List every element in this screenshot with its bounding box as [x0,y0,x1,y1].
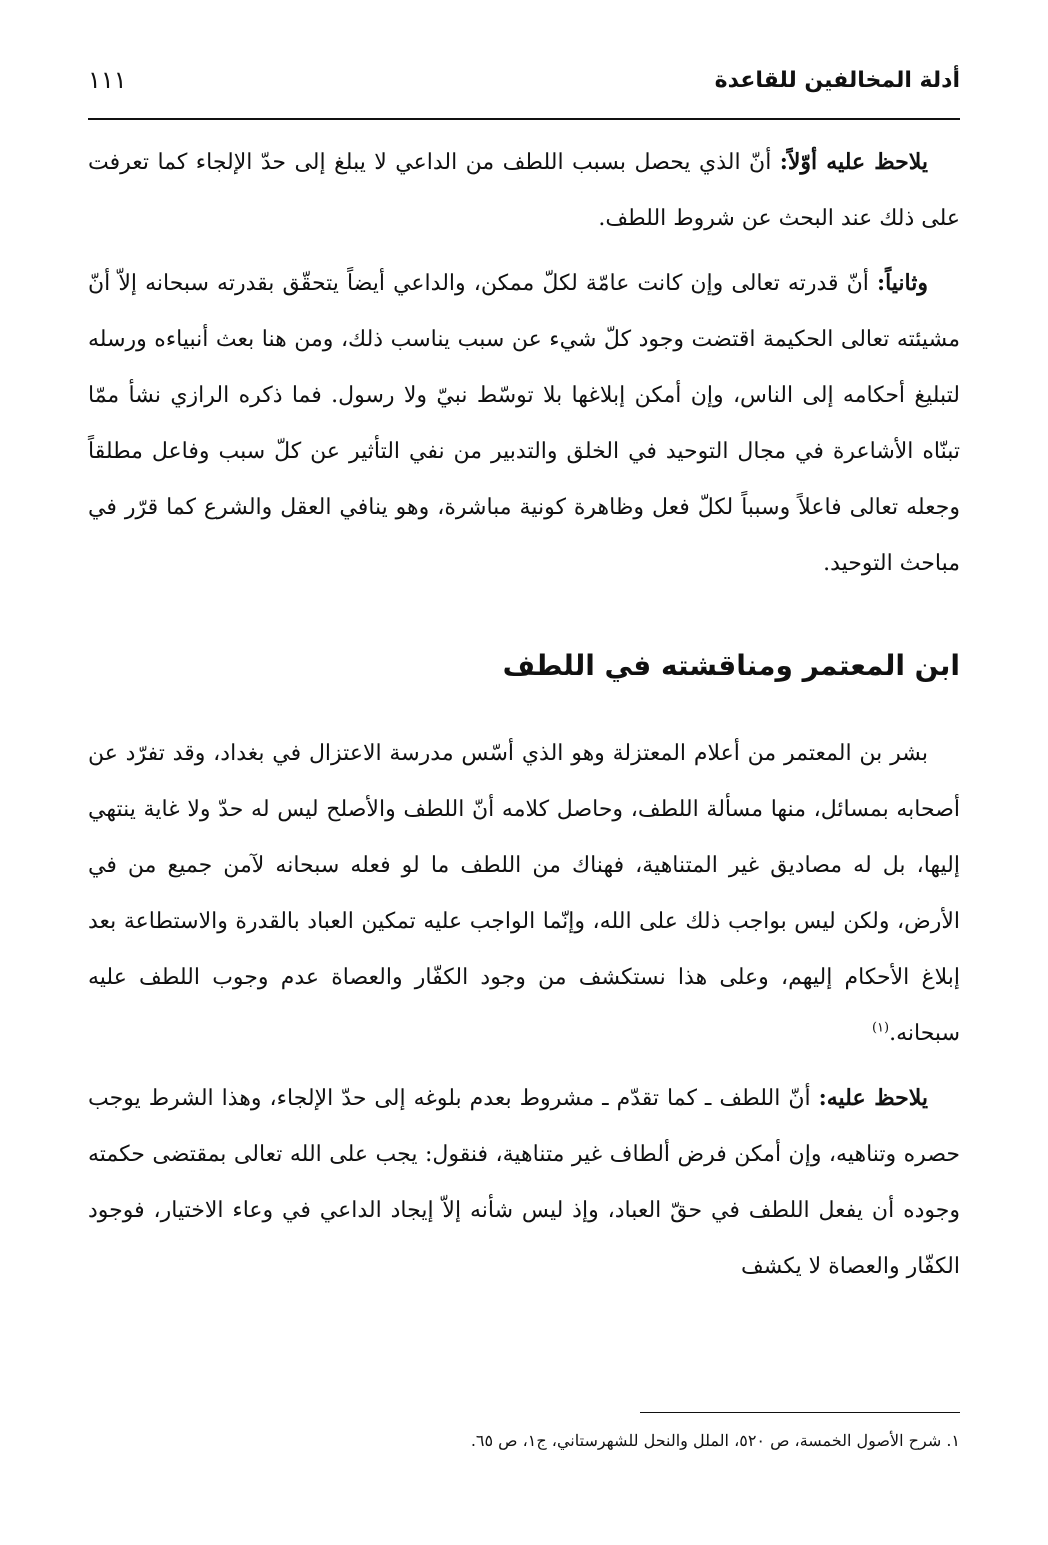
paragraph-critique [88,1070,960,1295]
paragraph-second-objection [88,255,960,592]
footnote-marker: (١) [871,1020,890,1036]
paragraph-text: أنّ اللطف ـ كما تقدّم ـ مشروط بعدم بلوغه إلى حدّ الإلجاء، وهذا الشرط يوجب حصره وتناهيه، وإن أمكن فرض ألطاف غير متناهية، فنقول: يجب على الله تعالى بمقتضى حكمته وجوده أن يفعل اللطف في حقّ العباد، وإذ ليس شأنه إلاّ إيجاد الداعي في وعاء الاختيار، فوجود الكفّار والعصاة لا يكشف [88,1086,960,1279]
body-text [88,134,960,1303]
section-heading: ابن المعتمر ومناقشته في اللطف [502,649,960,682]
paragraph-text: أنّ الذي يحصل بسبب اللطف من الداعي لا يبلغ إلى حدّ الإلجاء كما تعرفت على ذلك عند البحث عن شروط اللطف. [88,150,960,231]
paragraph-lead: يلاحظ عليه: [818,1085,928,1111]
paragraph-first-objection [88,134,960,247]
footnote: ١. شرح الأصول الخمسة، ص ٥٢٠، الملل والنحل للشهرستاني، ج١، ص ٦٥. [470,1431,960,1450]
paragraph-ibn-mutamir [88,726,960,1062]
paragraph-text: أنّ قدرته تعالى وإن كانت عامّة لكلّ ممكن، والداعي أيضاً يتحقّق بقدرته سبحانه إلاّ أنّ مشيئته تعالى الحكيمة اقتضت وجود كلّ شيء عن سبب يناسب ذلك، ومن هنا بعث أنبياءه ورسله لتبليغ أحكامه إلى الناس، وإن أمكن إبلاغها بلا توسّط نبيّ ولا رسول. فما ذكره الرازي نشأ ممّا تبنّاه الأشاعرة في مجال التوحيد في الخلق والتدبير من نفي التأثير عن كلّ سبب وفاعل مطلقاً وجعله تعالى فاعلاً وسبباً لكلّ فعل وظاهرة كونية مباشرة، وهو ينافي العقل والشرع كما قرّر في مباحث التوحيد. [88,271,960,576]
footnote-rule [640,1412,960,1413]
running-title: أدلة المخالفين للقاعدة [714,68,960,93]
paragraph-text: بشر بن المعتمر من أعلام المعتزلة وهو الذي أسّس مدرسة الاعتزال في بغداد، وقد تفرّد عن أصحابه بمسائل، منها مسألة اللطف، وحاصل كلامه أنّ اللطف والأصلح ليس له حدّ ولا غاية ينتهي إليها، بل له مصاديق غير المتناهية، فهناك من اللطف ما لو فعله سبحانه لآمن جميع من في الأرض، ولكن ليس بواجب ذلك على الله، وإنّما الواجب عليه تمكين العباد بالقدرة والاستطاعة بعد إبلاغ الأحكام إليهم، وعلى هذا نستكشف من وجود الكفّار والعصاة عدم وجوب اللطف عليه سبحانه. [88,741,960,1046]
running-header [88,60,960,110]
header-rule [88,118,960,120]
paragraph-lead: يلاحظ عليه أوّلاً: [779,149,928,175]
page-number: ١١١ [88,66,127,94]
paragraph-lead: وثانياً: [876,270,928,296]
